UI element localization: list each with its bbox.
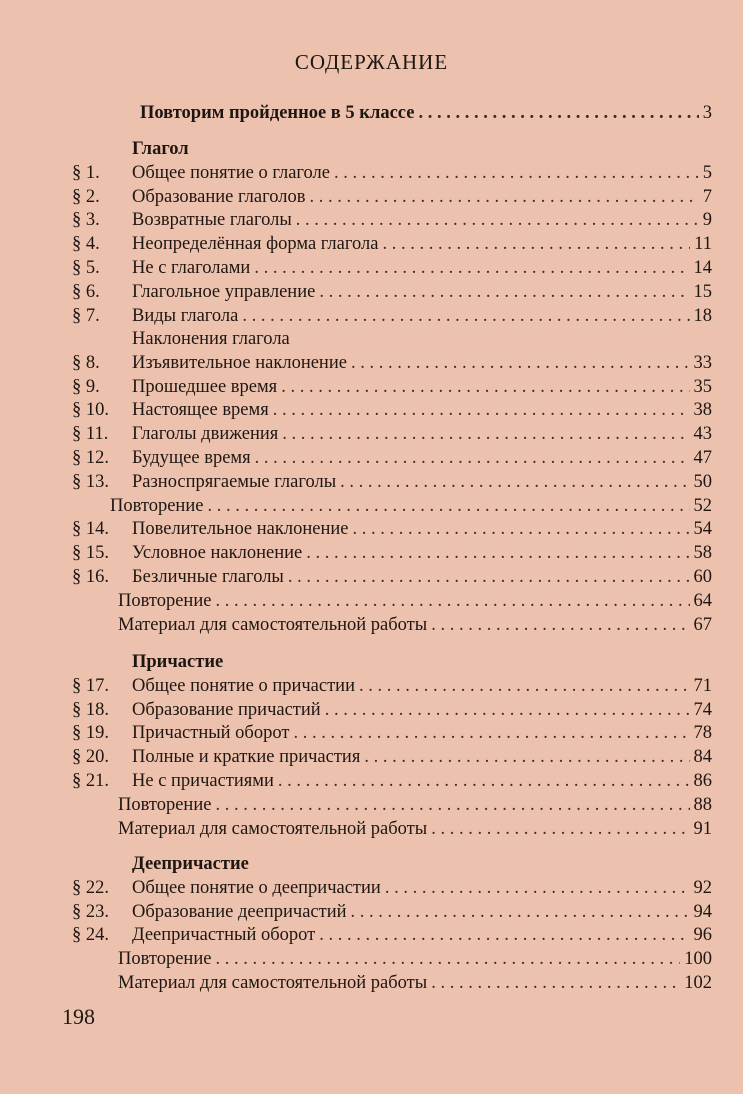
toc-entry	[72, 745, 712, 769]
toc-entry	[72, 256, 712, 280]
toc-entry-label: Образование глаголов	[132, 186, 306, 207]
leader-dots	[352, 517, 689, 541]
leader-dots	[255, 446, 690, 470]
toc-entry-page: 84	[693, 747, 712, 768]
toc-entry-label: Полные и краткие причастия	[132, 747, 361, 768]
toc-entry-page: 60	[693, 567, 712, 587]
toc-entry	[118, 613, 712, 637]
leader-dots	[293, 721, 689, 745]
toc-entry-label: Будущее время	[132, 448, 251, 468]
toc-entry-page: 102	[684, 973, 712, 993]
toc-entry	[72, 375, 712, 399]
leader-dots	[278, 769, 690, 793]
leader-dots	[281, 375, 689, 399]
leader-dots	[325, 698, 690, 722]
section-number: § 1.	[72, 162, 100, 183]
toc-entry	[72, 446, 712, 470]
toc-entry-label: Прошедшее время	[132, 376, 278, 397]
leader-dots	[215, 589, 689, 613]
toc-entry-label: Материал для самостоятельной работы	[118, 973, 428, 993]
toc-entry-page: 33	[693, 352, 712, 373]
section-number: § 18.	[72, 699, 109, 720]
section-number: § 12.	[72, 448, 109, 468]
toc-entry	[72, 674, 712, 698]
section-number: § 19.	[72, 723, 109, 744]
leader-dots	[418, 101, 698, 125]
toc-entry	[72, 470, 712, 494]
toc-entry-page: 78	[693, 723, 712, 744]
toc-entry	[72, 422, 712, 446]
leader-dots	[351, 351, 690, 375]
toc-entry-label: Повторение	[118, 794, 212, 815]
toc-entry	[72, 721, 712, 745]
leader-dots	[334, 161, 699, 185]
toc-entry-page: 9	[702, 210, 712, 231]
leader-dots	[319, 280, 689, 304]
leader-dots	[431, 971, 680, 995]
leader-dots	[296, 208, 699, 232]
toc-entry	[72, 541, 712, 565]
section-number: § 9.	[72, 376, 100, 397]
leader-dots	[359, 674, 690, 698]
section-number: § 8.	[72, 352, 100, 373]
toc-entry-page: 7	[702, 186, 712, 207]
section-number: § 11.	[72, 424, 109, 445]
toc-entry-page: 43	[693, 424, 712, 445]
page-number: 198	[62, 1004, 95, 1029]
toc-entry	[118, 971, 712, 995]
toc-entry-label: Разноспрягаемые глаголы	[132, 471, 337, 492]
section-number: § 21.	[72, 771, 109, 791]
section-number: § 3.	[72, 210, 100, 231]
toc-entry	[72, 232, 712, 256]
section-heading: Наклонения глагола	[132, 329, 290, 349]
toc-entry	[72, 769, 712, 793]
leader-dots	[385, 876, 690, 900]
toc-entry	[118, 589, 712, 613]
section-number: § 20.	[72, 747, 109, 768]
toc-entry-label: Общее понятие о причастии	[132, 675, 355, 696]
toc-entry-page: 74	[693, 699, 712, 720]
toc-entry-label: Повторение	[110, 495, 204, 516]
toc-entry-page: 71	[693, 675, 712, 696]
toc-entry-label: Глаголы движения	[132, 424, 279, 445]
toc-entry-page: 94	[693, 901, 712, 922]
section-heading: Глагол	[132, 139, 189, 159]
toc-entry-page: 92	[693, 877, 712, 898]
section-heading: Деепричастие	[132, 854, 249, 874]
section-number: § 10.	[72, 400, 109, 421]
leader-dots	[242, 304, 689, 328]
toc-entry-label: Повторение	[118, 590, 212, 611]
toc-entry-label: Возвратные глаголы	[132, 210, 292, 231]
toc-entry	[72, 923, 712, 947]
toc-entry-page: 52	[693, 495, 712, 516]
section-number: § 17.	[72, 675, 109, 696]
section-number: § 23.	[72, 901, 109, 922]
leader-dots	[431, 613, 689, 637]
toc-entry-page: 47	[693, 448, 712, 468]
toc-entry	[72, 161, 712, 185]
toc-entry	[72, 280, 712, 304]
toc-entry	[72, 900, 712, 924]
toc-entry-page: 100	[684, 949, 712, 970]
section-number: § 5.	[72, 258, 100, 278]
toc-entry-label: Повторение	[118, 949, 212, 970]
toc-entry-page: 14	[693, 258, 712, 278]
toc-entry-label: Настоящее время	[132, 400, 269, 421]
toc-entry-label: Причастный оборот	[132, 723, 290, 744]
toc-entry-label: Общее понятие о глаголе	[132, 162, 330, 183]
leader-dots	[282, 422, 689, 446]
toc-entry-page: 96	[693, 925, 712, 946]
section-number: § 6.	[72, 281, 100, 302]
toc-entry-label: Изъявительное наклонение	[132, 352, 347, 373]
leader-dots	[288, 565, 690, 589]
toc-entry-page: 54	[693, 519, 712, 540]
section-number: § 7.	[72, 305, 100, 326]
leader-dots	[254, 256, 689, 280]
toc-entry-page: 50	[693, 471, 712, 492]
section-number: § 13.	[72, 471, 109, 492]
leader-dots	[215, 947, 680, 971]
toc-entry-label: Образование деепричастий	[132, 901, 347, 922]
section-number: § 14.	[72, 519, 109, 540]
toc-entry-page: 38	[693, 400, 712, 421]
toc-entry	[72, 565, 712, 589]
toc-entry	[72, 208, 712, 232]
toc-entry-page: 3	[702, 103, 712, 123]
toc-entry-page: 11	[694, 234, 712, 255]
toc-entry	[72, 351, 712, 375]
toc-entry	[110, 494, 712, 518]
toc-entry-label: Неопределённая форма глагола	[132, 234, 379, 255]
leader-dots	[351, 900, 690, 924]
toc-entry	[72, 398, 712, 422]
toc-entry-page: 5	[702, 162, 712, 183]
section-number: § 24.	[72, 925, 109, 946]
toc-entry	[72, 185, 712, 209]
toc-entry-label: Повторим пройденное в 5 классе	[140, 103, 415, 123]
toc-entry-label: Образование причастий	[132, 699, 321, 720]
toc-entry-label: Деепричастный оборот	[132, 925, 316, 946]
toc-entry-page: 58	[693, 543, 712, 564]
leader-dots	[364, 745, 689, 769]
toc-entry	[118, 947, 712, 971]
leader-dots	[319, 923, 689, 947]
toc-entry-label: Материал для самостоятельной работы	[118, 614, 428, 635]
leader-dots	[309, 185, 698, 209]
toc-entry-label: Повелительное наклонение	[132, 519, 349, 540]
section-number: § 15.	[72, 543, 109, 564]
toc-entry-label: Виды глагола	[132, 305, 239, 326]
section-number: § 22.	[72, 877, 109, 898]
toc-entry-label: Не с причастиями	[132, 771, 274, 791]
section-heading: Причастие	[132, 652, 224, 672]
section-number: § 16.	[72, 567, 109, 587]
leader-dots	[215, 793, 689, 817]
toc-entry	[118, 793, 712, 817]
leader-dots	[340, 470, 689, 494]
leader-dots	[207, 494, 689, 518]
toc-entry-label: Общее понятие о деепричастии	[132, 877, 381, 898]
toc-entry-label: Условное наклонение	[132, 543, 303, 564]
toc-entry-page: 86	[693, 771, 712, 791]
toc-entry-label: Материал для самостоятельной работы	[118, 818, 428, 839]
toc-entry	[72, 876, 712, 900]
section-number: § 2.	[72, 186, 100, 207]
toc-entry-page: 91	[693, 818, 712, 839]
toc-entry-page: 35	[693, 376, 712, 397]
leader-dots	[431, 817, 689, 841]
leader-dots	[273, 398, 690, 422]
toc-entry	[72, 517, 712, 541]
toc-entry-page: 64	[693, 590, 712, 611]
leader-dots	[306, 541, 689, 565]
toc-entry-label: Глагольное управление	[132, 281, 316, 302]
toc-entry-page: 88	[693, 794, 712, 815]
toc-entry-page: 15	[693, 281, 712, 302]
toc-entry-label: Не с глаголами	[132, 258, 251, 278]
toc-intro-entry	[140, 101, 712, 125]
toc-entry-label: Безличные глаголы	[132, 567, 284, 587]
leader-dots	[382, 232, 690, 256]
toc-entry	[72, 304, 712, 328]
toc-entry	[118, 817, 712, 841]
toc-entry-page: 18	[693, 305, 712, 326]
toc-entry	[72, 698, 712, 722]
section-number: § 4.	[72, 234, 100, 255]
toc-entry-page: 67	[693, 614, 712, 635]
page-title: СОДЕРЖАНИЕ	[294, 50, 449, 74]
